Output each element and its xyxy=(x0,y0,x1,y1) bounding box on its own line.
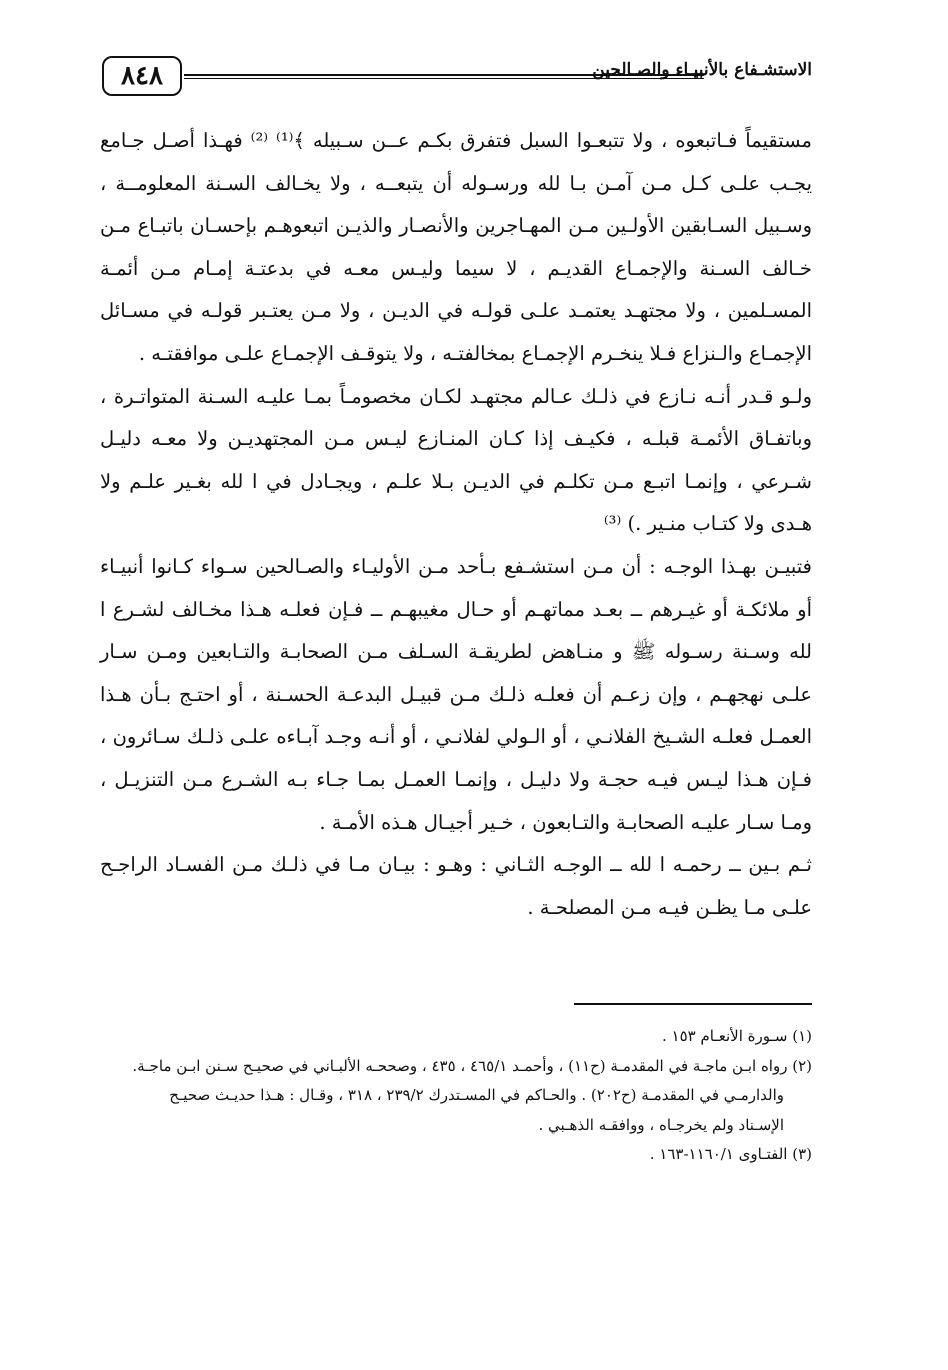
paragraph: مستقيماً فـاتبعوه ، ولا تتبعـوا السبل فتفرق بكـم عــن سـبيله ﴾⁽¹⁾ ⁽²⁾ فهـذا أصـل جـامع يجـب علـى كـل مـن آمـن بـا لله ورسـوله أن يتبعــه ، ولا يخـالف السـنة المعلومــة ، وسـبيل السـابقين الأولـين مـن المهـاجرين والأنصـار والذيـن اتبعوهـم بإحسـان باتبـاع مـن خـالف السـنة والإجمـاع القديـم ، لا سيما وليـس معـه في بدعتـة إمـام مـن أئمـة المسـلمين ، ولا مجتهـد يعتمـد علـى قولـه في الديـن ، ولا مـن يعتـبر قولـه في مسـائل الإجمـاع والـنزاع فـلا ينخـرم الإجمـاع بمخالفتـه ، ولا يتوقـف الإجمـاع علـى موافقتـه . xyxy=(100,129,812,365)
paragraph: ولـو قـدر أنـه نـازع في ذلـك عـالم مجتهـد لكـان مخصومـاً بمـا عليـه السـنة المتواتـرة ، وباتفـاق الأئمـة قبلـه ، فكيـف إذا كـان المنـازع ليـس مـن المجتهديـن ولا معـه دليـل شـرعي ، وإنمـا اتبـع مـن تكلـم في الديـن بـلا علـم ، ويجـادل في ا لله بغـير علـم ولا هـدى ولا كتـاب منـير .) ⁽³⁾ xyxy=(100,384,812,536)
running-title: الاستشـفاع بالأنبيـاء والصـالحين xyxy=(592,60,812,80)
page-number: ٨٤٨ xyxy=(102,56,182,96)
footnote-continuation: الإسـناد ولم يخرجـاه ، ووافقـه الذهـبي . xyxy=(538,1115,784,1134)
page-header xyxy=(100,56,812,100)
footnote-continuation: والدارمـي في المقدمـة (ح٢٠٢) . والحـاكم في المسـتدرك ٢٣٩/٢ ، ٣١٨ ، وقـال : هـذا حديـث صحيـح xyxy=(169,1086,784,1104)
footnote: (٢) رواه ابـن ماجـة في المقدمـة (ح١١) ، وأحمـد ٤٦٥/١ ، ٤٣٥ ، وصححـه الألبـاني في صحيـح سـنن ابـن ماجـة. xyxy=(132,1056,812,1075)
main-text xyxy=(100,120,812,929)
footnote: (١) سـورة الأنعـام ١٥٣ . xyxy=(662,1027,812,1045)
paragraph: ثـم بـين ــ رحمـه ا لله ــ الوجـه الثـاني : وهـو : بيـان مـا في ذلـك مـن الفسـاد الراجـح علـى مـا يظـن فيـه مـن المصلحـة . xyxy=(100,853,812,919)
footnote-separator xyxy=(574,1003,812,1005)
footnote: (٣) الفتـاوى ١١٦٠/١-١٦٣ . xyxy=(649,1145,812,1163)
footnotes xyxy=(100,1022,812,1170)
paragraph: فتبيـن بهـذا الوجـه : أن مـن استشـفع بـأحد مـن الأوليـاء والصـالحين سـواء كـانوا أنبيـاء أو ملائكـة أو غيـرهم ــ بعـد مماتهـم أو حـال مغيبهـم ــ فـإن فعلـه هـذا مخـالف لشـرع ا لله وسـنة رسـوله ﷺ و منـاهض لطريقـة السـلف مـن الصحابـة والتـابعين ومـن سـار علـى نهجهـم ، وإن زعـم أن فعلـه ذلـك مـن قبيـل البدعـة الحسـنة ، أو احتـج بـأن هـذا العمـل فعلـه الشـيخ الفلانـي ، أو الـولي لفلانـي ، أو أنـه وجـد آبـاءه علـى ذلـك سـائرون ، فـإن هـذا ليـس فيـه حجـة ولا دليـل ، وإنمـا العمـل بمـا جـاء بـه الشـرع مـن التنزيـل ، ومـا سـار عليـه الصحابـة والتـابعون ، خـير أجيـال هـذه الأمـة . xyxy=(100,554,812,834)
